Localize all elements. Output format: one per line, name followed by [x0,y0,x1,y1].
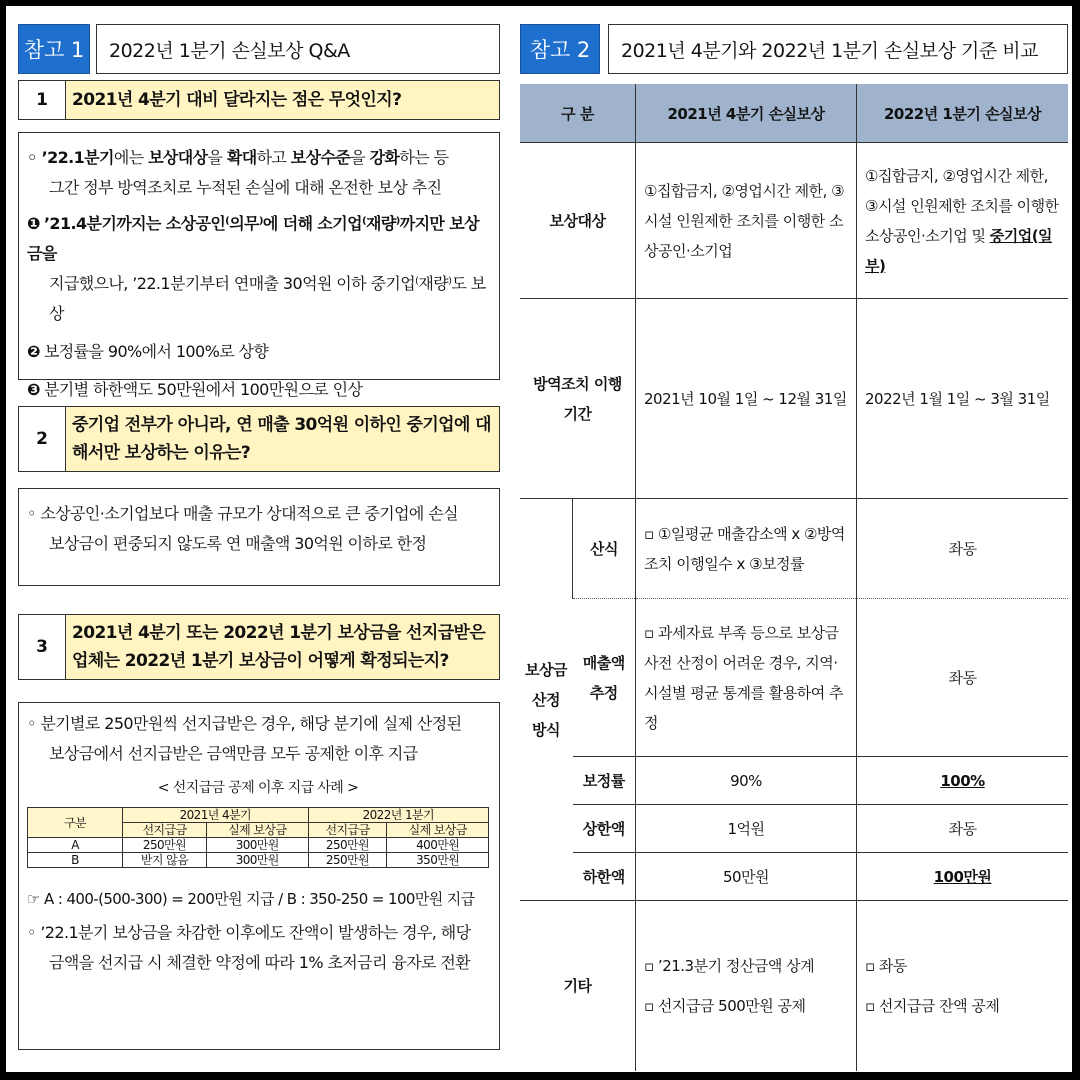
table-cell: 받지 않음 [123,853,207,868]
table-row [520,599,1068,757]
table-cell: 2022년 1월 1일 ~ 3월 31일 [857,299,1069,499]
answer-text: 에는 [113,148,149,167]
table-cell: ▫ 과세자료 부족 등으로 보상금 사전 산정이 어려운 경우, 지역·시설별 평균 통계를 활용하여 추정 [636,599,857,757]
table-row [520,299,1068,499]
table-cell: 1억원 [636,805,857,853]
answer-text: 확대 [226,148,257,167]
table-row [28,838,489,853]
ref1-title: 2022년 1분기 손실보상 Q&A [96,24,500,74]
table-cell: 좌동 [857,805,1069,853]
point-text: 지급했으나, ’22.1분기부터 연매출 30억원 이하 중기업⁽재량⁾도 보상 [49,274,486,323]
row-sublabel: 보정률 [573,757,636,805]
comparison-table [520,84,1068,1071]
answer-text: 하고 [256,148,291,167]
answer-text: 보상수준 [290,148,351,167]
ref2-title: 2021년 4분기와 2022년 1분기 손실보상 기준 비교 [608,24,1068,74]
point-marker: ❶ [27,214,40,233]
row-label: 보상대상 [520,143,636,299]
table-header: 선지급금 [308,823,387,838]
ref2-panel [520,24,1068,1071]
cell-text: ▫ 선지급금 잔액 공제 [865,996,1000,1015]
table-row [520,853,1068,901]
answer-text: 을 [350,148,370,167]
table-cell: 90% [636,757,857,805]
table-cell: 좌동 [857,499,1069,599]
table-cell: ①집합금지, ②영업시간 제한, ③시설 인원제한 조치를 이행한 소상공인·소기업 [636,143,857,299]
table-header: 2022년 1분기 [308,808,488,823]
calculation-note: ☞ A : 400-(500-300) = 200만원 지급 / B : 350-250 = 100만원 지급 [27,890,475,908]
answer-3 [18,702,500,1050]
question-text: 2021년 4분기 또는 2022년 1분기 보상금을 선지급받은 업체는 2022년 1분기 보상금이 어떻게 확정되는지? [72,623,486,671]
row-sublabel: 상한액 [573,805,636,853]
ref1-panel [18,24,500,1050]
table-header: 2022년 1분기 손실보상 [857,84,1069,143]
cell-text: ①집합금지, ②영업시간 제한, ③시설 인원제한 조치를 이행한 소상공인·소기업 및 [865,166,1059,245]
question-number: 3 [19,615,66,679]
cell-text: 중기업(일부) [865,226,1053,275]
table-cell: 좌동 [857,599,1069,757]
answer-line: ◦ 소상공인·소기업보다 매출 규모가 상대적으로 큰 중기업에 손실 [27,504,458,523]
table-cell: B [28,853,123,868]
table-row [520,143,1068,299]
table-header: 2021년 4분기 [123,808,309,823]
example-table [27,807,489,868]
question-3 [18,614,500,680]
table-cell: 300만원 [206,853,308,868]
cell-text: ▫ 좌동 [865,956,907,975]
answer-text: 하는 등 [399,148,449,167]
question-number: 1 [19,81,66,119]
table-header: 구분 [28,808,123,838]
table-header: 선지급금 [123,823,207,838]
table-header: 실제 보상금 [387,823,489,838]
ref1-tag: 참고 1 [18,24,90,74]
answer-line: ◦ 분기별로 250만원씩 선지급받은 경우, 해당 분기에 실제 산정된 [27,714,462,733]
cell-text: ▫ 선지급금 500만원 공제 [644,996,806,1015]
row-sublabel: 매출액 추정 [573,599,636,757]
point-marker: ❷ [27,342,40,361]
cell-text: ▫ ’21.3분기 정산금액 상계 [644,956,815,975]
point-text: ’21.4분기까지는 소상공인⁽의무⁾에 더해 소기업⁽재량⁾까지만 보상금을 [27,214,479,263]
answer-line: 금액을 선지급 시 체결한 약정에 따라 1% 초저금리 융자로 전환 [49,953,471,972]
table-header: 실제 보상금 [206,823,308,838]
table-header: 2021년 4분기 손실보상 [636,84,857,143]
question-1 [18,80,500,120]
point-marker: ❸ [27,380,40,399]
answer-line: 그간 정부 방역조치로 누적된 손실에 대해 온전한 보상 추진 [49,178,442,197]
point-text: 보정률을 90%에서 100%로 상향 [43,342,269,361]
table-cell [857,143,1069,299]
table-header: 구 분 [520,84,636,143]
answer-2 [18,488,500,586]
answer-line: 보상금이 편중되지 않도록 연 매출액 30억원 이하로 한정 [49,534,427,553]
answer-text: 보상대상 [148,148,208,167]
table-row [520,805,1068,853]
table-cell [636,901,857,1071]
ref2-tag: 참고 2 [520,24,600,74]
answer-text: 을 [207,148,227,167]
table-cell: 250만원 [123,838,207,853]
ref1-header [18,24,500,74]
table-row [520,901,1068,1071]
table-cell: 400만원 [387,838,489,853]
table-cell [857,901,1069,1071]
row-sublabel: 산식 [573,499,636,599]
table-row [520,499,1068,599]
point-2 [27,337,489,367]
table-cell: 350만원 [387,853,489,868]
table-row [28,853,489,868]
question-2 [18,406,500,472]
table-header-row [520,84,1068,143]
page [6,6,1072,1072]
table-cell: ▫ ①일평균 매출감소액 x ②방역조치 이행일수 x ③보정률 [636,499,857,599]
point-3 [27,375,489,405]
row-sublabel: 하한액 [573,853,636,901]
table-cell: 100만원 [857,853,1069,901]
answer-line [27,143,489,173]
answer-text: 강화 [369,148,400,167]
answer-text: ◦ ’22.1분기 [27,148,114,167]
answer-line: 보상금에서 선지급받은 금액만큼 모두 공제한 이후 지급 [49,744,418,763]
question-number: 2 [19,407,66,471]
table-cell: A [28,838,123,853]
table-cell: 2021년 10월 1일 ~ 12월 31일 [636,299,857,499]
answer-line: ◦ ’22.1분기 보상금을 차감한 이후에도 잔액이 발생하는 경우, 해당 [27,923,471,942]
example-caption: < 선지급금 공제 이후 지급 사례 > [157,780,359,796]
table-cell: 50만원 [636,853,857,901]
point-text: 분기별 하한액도 50만원에서 100만원으로 인상 [43,380,363,399]
table-cell: 250만원 [308,853,387,868]
table-cell: 250만원 [308,838,387,853]
row-label: 방역조치 이행기간 [520,299,636,499]
table-cell: 300만원 [206,838,308,853]
point-1 [27,209,489,269]
answer-1 [18,132,500,399]
table-cell: 100% [857,757,1069,805]
table-row [520,757,1068,805]
question-text: 중기업 전부가 아니라, 연 매출 30억원 이하인 중기업에 대해서만 보상하는 이유는? [72,415,491,463]
ref2-header [520,24,1068,74]
row-label: 기타 [520,901,636,1071]
row-label: 보상금 산정 방식 [520,499,573,901]
question-text: 2021년 4분기 대비 달라지는 점은 무엇인지? [72,90,402,110]
